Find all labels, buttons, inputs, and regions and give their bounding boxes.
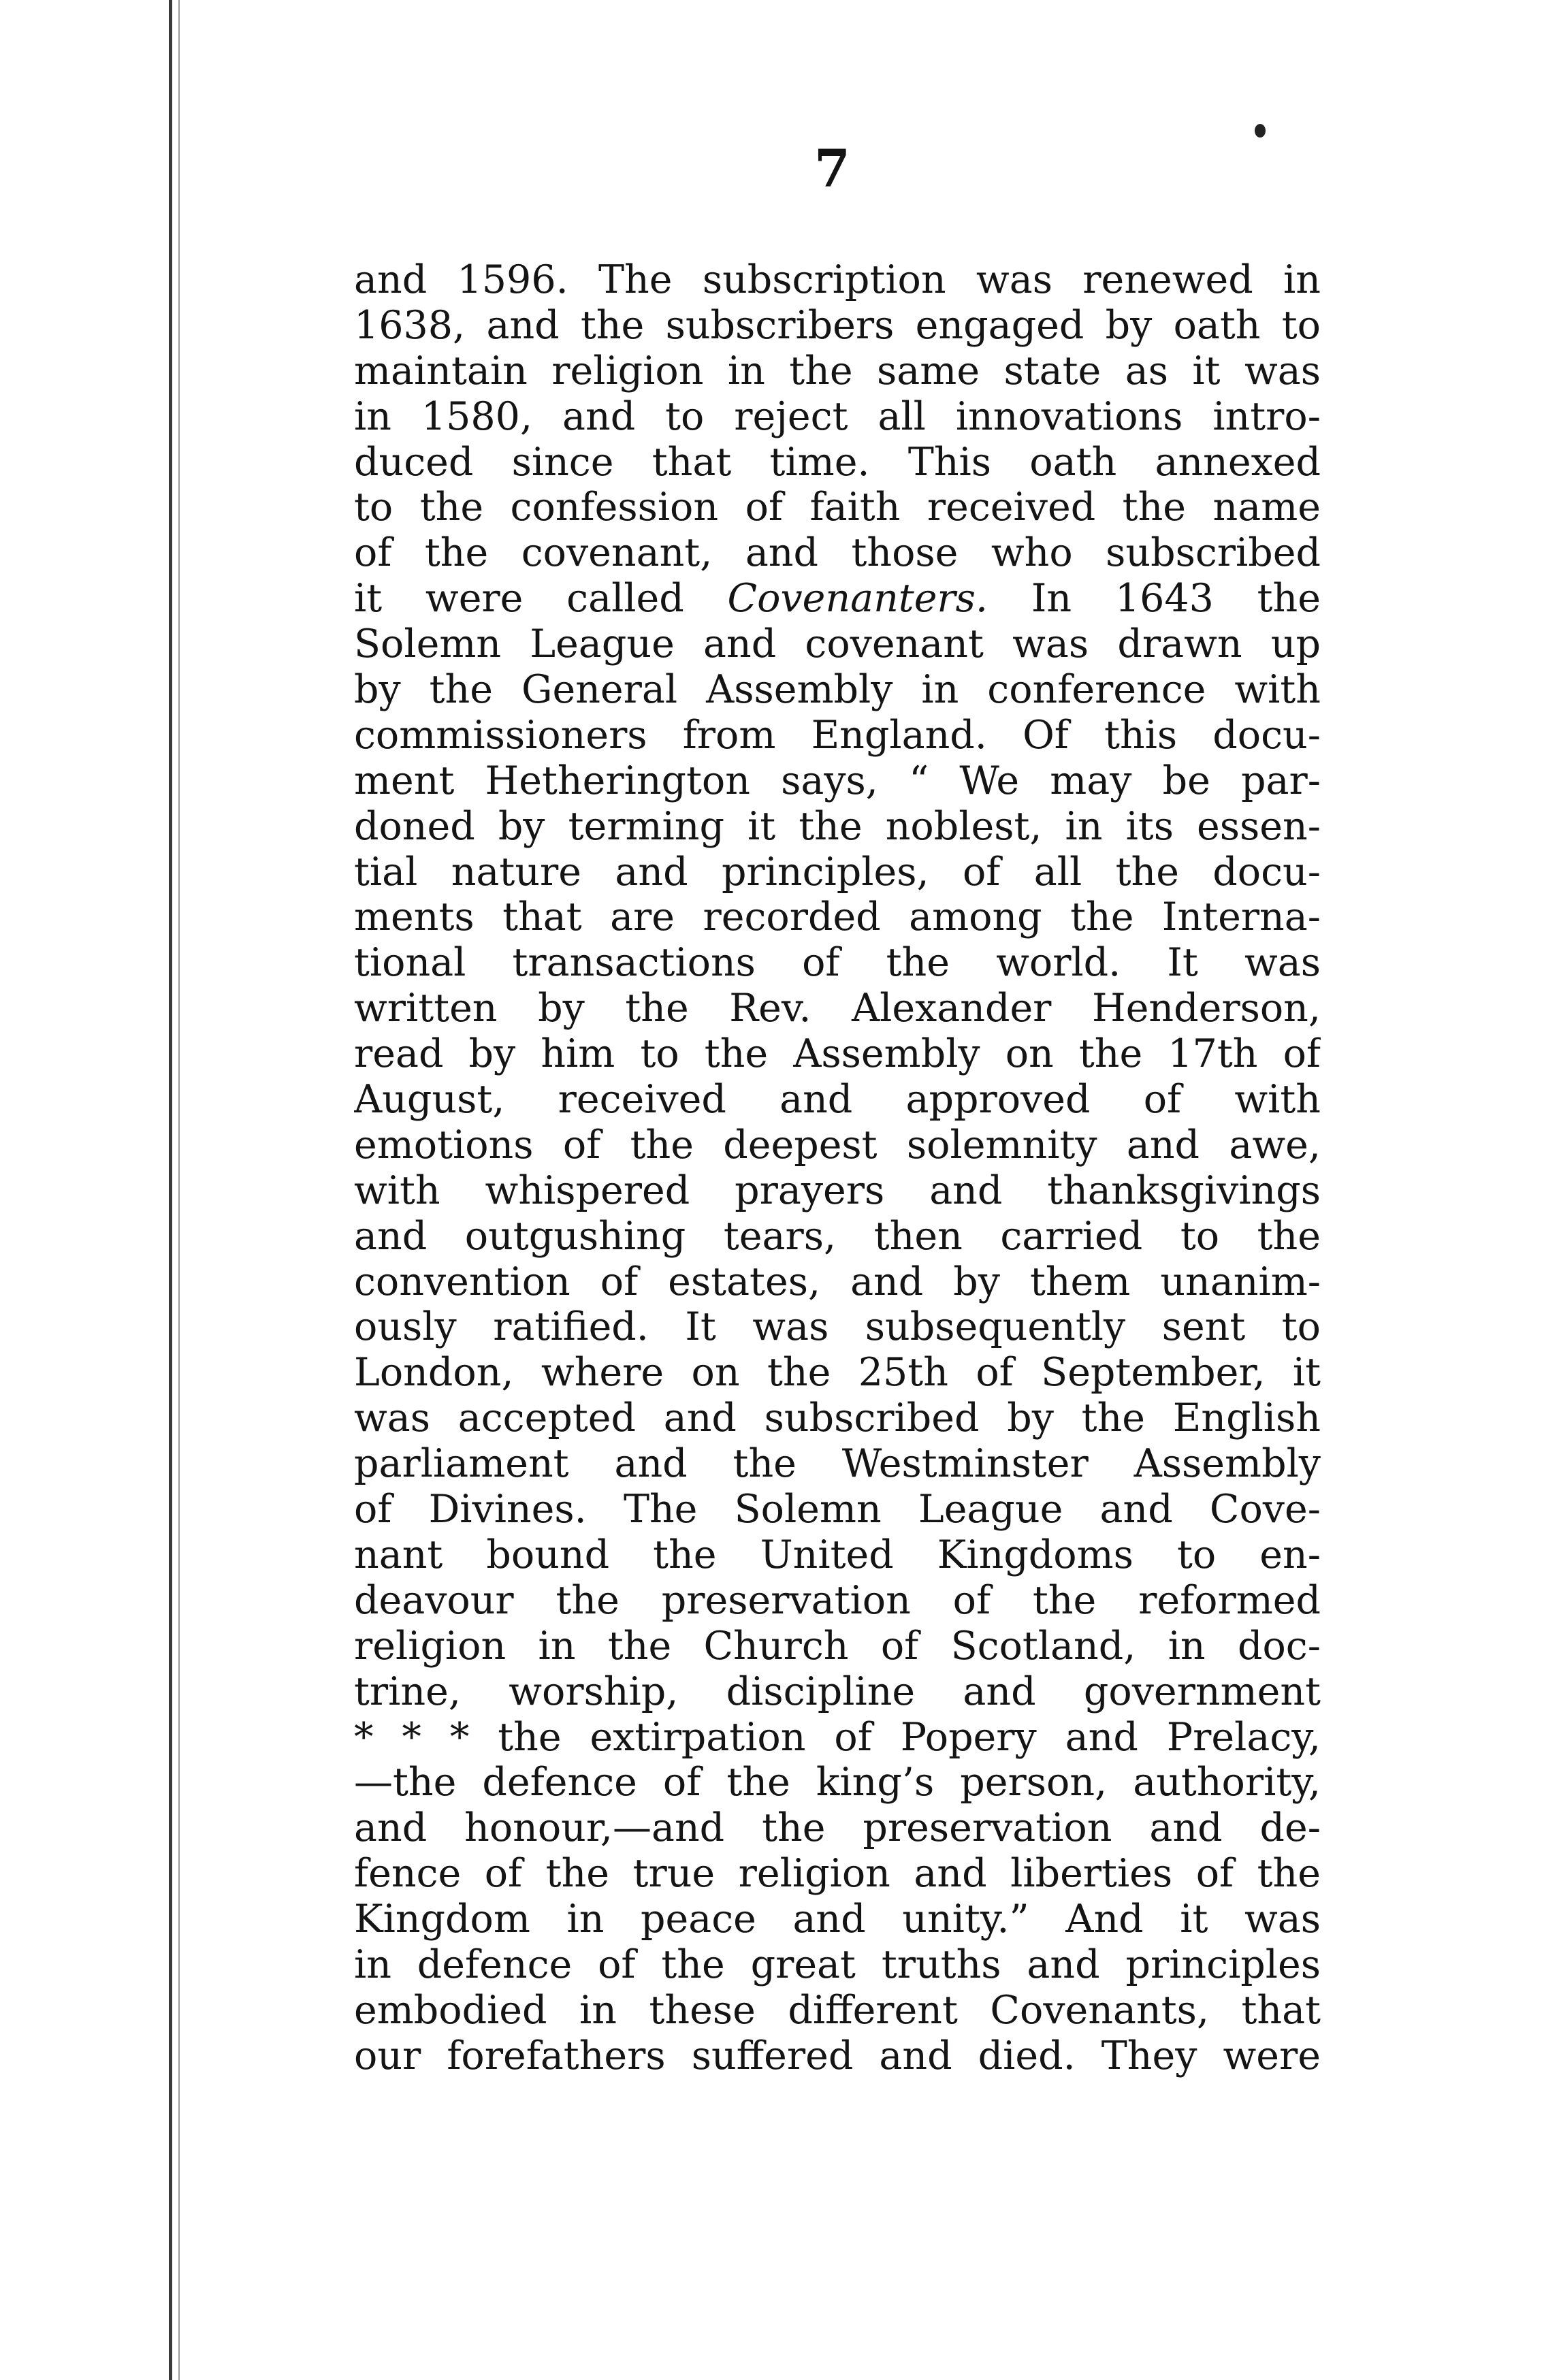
scan-binding-edge-inner [178,0,180,2380]
text-line: by the General Assembly in conference with [354,667,1321,713]
text-line: in 1580, and to reject all innovations intro- [354,393,1321,439]
text-line: August, received and approved of with [354,1077,1321,1123]
text-line: * * * the extirpation of Popery and Prelacy, [354,1714,1321,1760]
text-line: emotions of the deepest solemnity and awe, [354,1122,1321,1168]
text-line: 1638, and the subscribers engaged by oath to [354,302,1321,348]
text-line: read by him to the Assembly on the 17th of [354,1031,1321,1077]
text-line: was accepted and subscribed by the English [354,1396,1321,1441]
text-line: tial nature and principles, of all the docu- [354,849,1321,895]
text-line: parliament and the Westminster Assembly [354,1441,1321,1487]
text-line: London, where on the 25th of September, it [354,1350,1321,1396]
page-number: 7 [814,138,850,199]
text-line: of Divines. The Solemn League and Cove- [354,1487,1321,1532]
text-line: ously ratified. It was subsequently sent to [354,1304,1321,1350]
text-line: and honour,—and the preservation and de- [354,1805,1321,1851]
text-line: embodied in these different Covenants, that [354,1987,1321,2033]
text-line: Solemn League and covenant was drawn up [354,622,1321,667]
text-line: commissioners from England. Of this docu- [354,712,1321,758]
text-line: —the defence of the king’s person, authority, [354,1760,1321,1805]
text-line: deavour the preservation of the reformed [354,1577,1321,1623]
text-line: it were called Covenanters. In 1643 the [354,576,1321,622]
text-line: ment Hetherington says, “ We may be par- [354,758,1321,803]
text-line: religion in the Church of Scotland, in doc- [354,1623,1321,1669]
text-line: doned by terming it the noblest, in its essen- [354,803,1321,849]
text-line: maintain religion in the same state as it was [354,348,1321,393]
italic-term: Covenanters. [727,576,988,622]
text-line: with whispered prayers and thanksgivings [354,1168,1321,1213]
text-line: and 1596. The subscription was renewed in [354,257,1321,302]
text-line: fence of the true religion and liberties of the [354,1851,1321,1897]
text-line: convention of estates, and by them unanim- [354,1259,1321,1304]
text-line: written by the Rev. Alexander Henderson, [354,986,1321,1031]
text-line: trine, worship, discipline and government [354,1669,1321,1714]
text-line: our forefathers suffered and died. They were [354,2033,1321,2078]
text-line: of the covenant, and those who subscribed [354,530,1321,576]
ink-mark [1255,124,1266,138]
text-line: duced since that time. This oath annexed [354,439,1321,485]
text-line: and outgushing tears, then carried to the [354,1213,1321,1259]
text-line: Kingdom in peace and unity.” And it was [354,1897,1321,1942]
body-text [354,257,1321,2079]
text-line: in defence of the great truths and principles [354,1942,1321,1987]
text-line: ments that are recorded among the Interna- [354,895,1321,940]
text-line: tional transactions of the world. It was [354,940,1321,986]
text-line: nant bound the United Kingdoms to en- [354,1532,1321,1577]
scan-binding-edge [169,0,172,2380]
text-line: to the confession of faith received the name [354,485,1321,530]
